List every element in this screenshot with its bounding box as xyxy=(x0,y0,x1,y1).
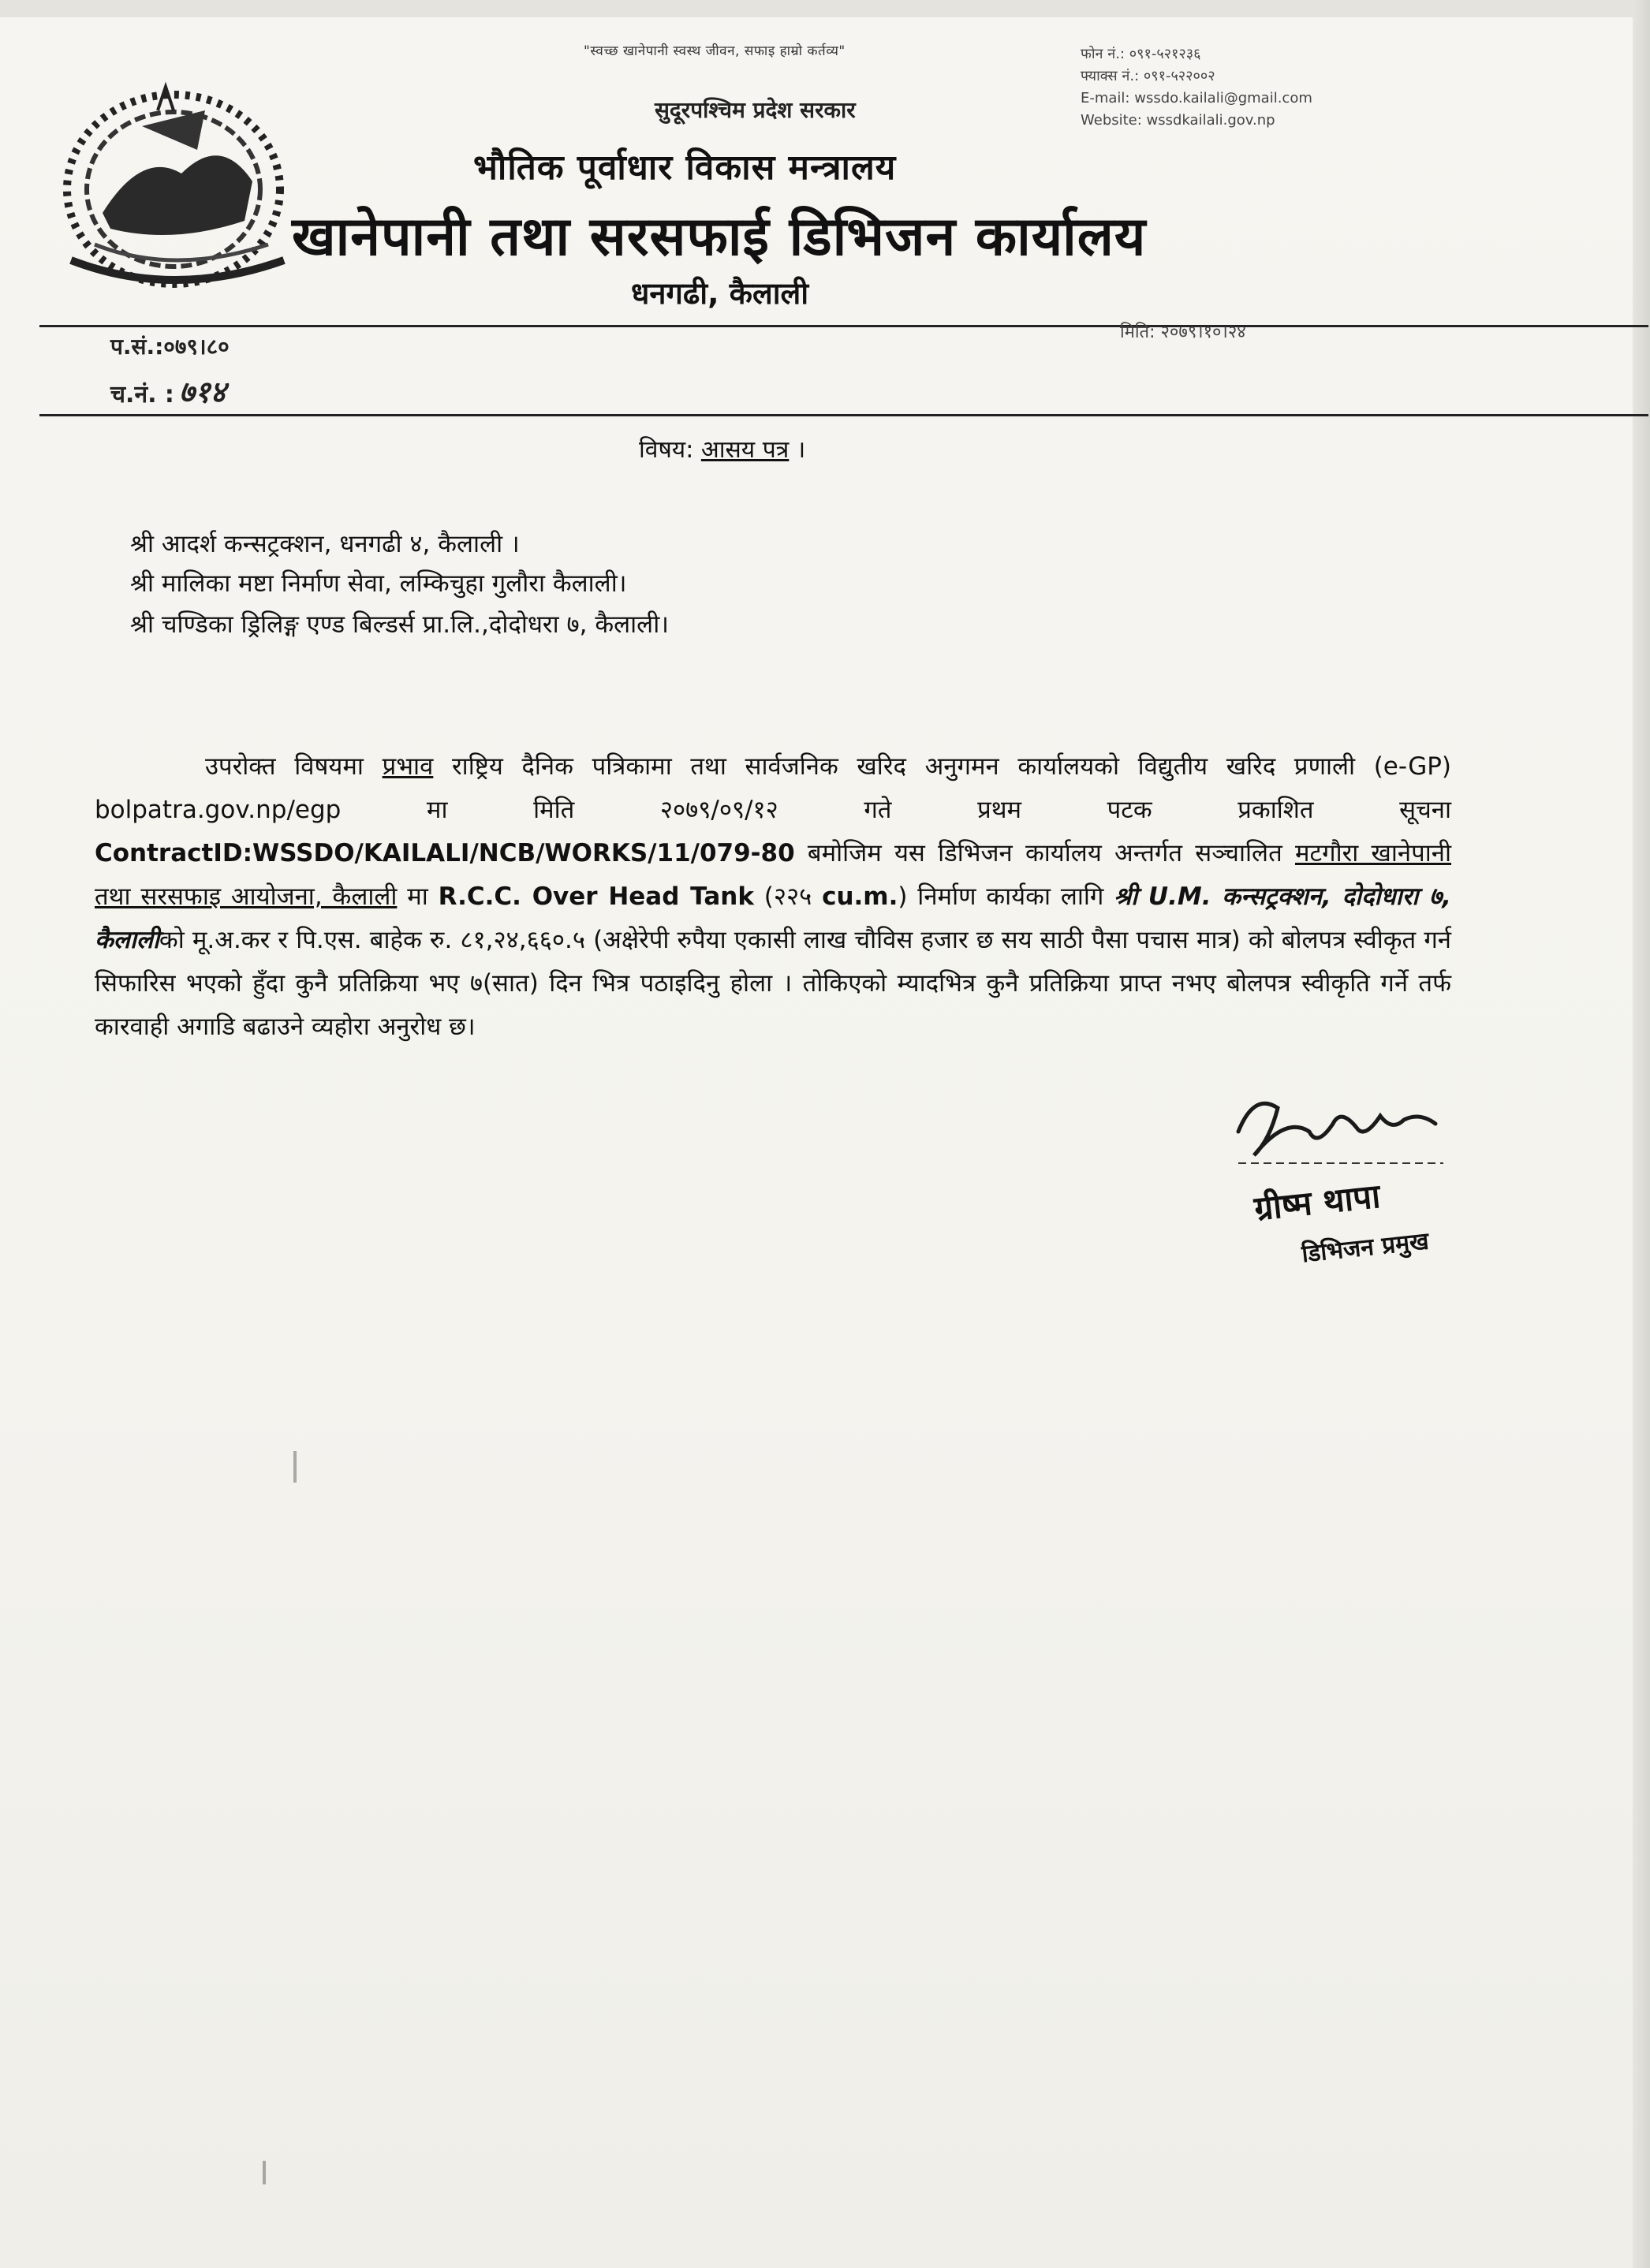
office-city: धनगढी, कैलाली xyxy=(631,276,809,311)
handwritten-signature xyxy=(1223,1084,1459,1179)
letter-date: मिति: २०७९।१०।२४ xyxy=(1120,323,1246,342)
signatory-title: डिभिजन प्रमुख xyxy=(1300,1227,1431,1269)
office-motto: "स्वच्छ खानेपानी स्वस्थ जीवन, सफाइ हाम्रो कर्तव्य" xyxy=(584,43,846,59)
work-name: R.C.C. Over Head Tank xyxy=(438,882,754,911)
body-text: ) निर्माण कार्यका लागि xyxy=(898,882,1104,911)
scan-mark xyxy=(263,2161,266,2184)
government-name: सुदूरपश्चिम प्रदेश सरकार xyxy=(655,97,856,123)
patra-sankhya: प.सं.:०७९।८० xyxy=(110,334,230,360)
body-text: बमोजिम यस डिभिजन कार्यालय अन्तर्गत सञ्चालित xyxy=(807,839,1282,867)
newspaper-name: प्रभाव xyxy=(382,752,434,781)
reference-divider xyxy=(39,414,1648,416)
subject-label: विषय: xyxy=(639,436,694,464)
office-name: खानेपानी तथा सरसफाई डिभिजन कार्यालय xyxy=(292,206,1147,268)
addressee-3: श्री चण्डिका ड्रिलिङ्ग एण्ड बिल्डर्स प्रा.लि.,दोदोधरा ७, कैलाली। xyxy=(130,610,669,639)
body-text: उपरोक्त विषयमा xyxy=(205,752,364,781)
addressee-2: श्री मालिका मष्टा निर्माण सेवा, लम्किचुहा गुलौरा कैलाली। xyxy=(130,569,627,598)
nepal-emblem-icon xyxy=(47,63,300,300)
body-text: मा xyxy=(407,882,428,911)
contact-fax: फ्याक्स नं.: ०९१-५२२००२ xyxy=(1081,68,1215,84)
signatory-name: ग्रीष्म थापा xyxy=(1252,1176,1383,1229)
body-text: राष्ट्रिय दैनिक पत्रिकामा तथा सार्वजनिक खरिद अनुगमन कार्यालयको विद्युतीय खरिद प्रणाली (e-GP) bolpatra.gov.np/egp मा मिति २०७९/०९/१२ गते प्रथम पटक प्रकाशित सूचना xyxy=(95,752,1452,824)
header-divider xyxy=(39,325,1648,327)
contact-website: Website: wssdkailali.gov.np xyxy=(1081,112,1275,129)
contact-email: E-mail: wssdo.kailali@gmail.com xyxy=(1081,90,1312,106)
body-text: (२२५ xyxy=(763,882,812,911)
letter-body xyxy=(95,745,1451,1049)
subject-line xyxy=(639,432,805,464)
scan-top-band xyxy=(0,0,1650,17)
unit-text: cu.m. xyxy=(822,882,898,911)
ministry-name: भौतिक पूर्वाधार विकास मन्त्रालय xyxy=(473,147,897,188)
contact-block xyxy=(1081,43,1312,132)
addressee-1: श्री आदर्श कन्सट्रक्शन, धनगढी ४, कैलाली । xyxy=(130,530,520,558)
selected-bidder: श्री U.M. कन्सट्रक्शन, दोदोधारा ७, कैलाली xyxy=(95,882,1451,954)
chalani-value: ७१४ xyxy=(178,374,226,409)
contract-id: ContractID:WSSDO/KAILALI/NCB/WORKS/11/079-80 xyxy=(95,839,795,867)
body-text: को मू.अ.कर र पि.एस. बाहेक रु. ८१,२४,६६०.५ (अक्षेरेपी रुपैया एकासी लाख चौविस हजार छ सय साठी पैसा पचास मात्र) को बोलपत्र स्वीकृत गर्न सिफारिस भएको हुँदा कुनै प्रतिक्रिया भए ७(सात) दिन भित्र पठाइदिनु होला । तोकिएको म्यादभित्र कुनै प्रतिक्रिया प्राप्त नभए बोलपत्र स्वीकृति गर्ने तर्फ कारवाही अगाडि बढाउने व्यहोरा अनुरोध छ। xyxy=(95,926,1451,1041)
project-name: मटगौरा खानेपानी तथा सरसफाइ आयोजना, कैलाली xyxy=(95,839,1451,911)
subject-end: । xyxy=(796,436,806,464)
scan-right-edge xyxy=(1633,0,1650,2268)
scan-mark xyxy=(293,1451,297,1483)
contact-phone: फोन नं.: ०९१-५२१२३६ xyxy=(1081,46,1201,62)
chalani-label: च.नं. : xyxy=(110,381,174,408)
chalani-number xyxy=(110,371,226,412)
subject-text: आसय पत्र xyxy=(700,436,790,464)
